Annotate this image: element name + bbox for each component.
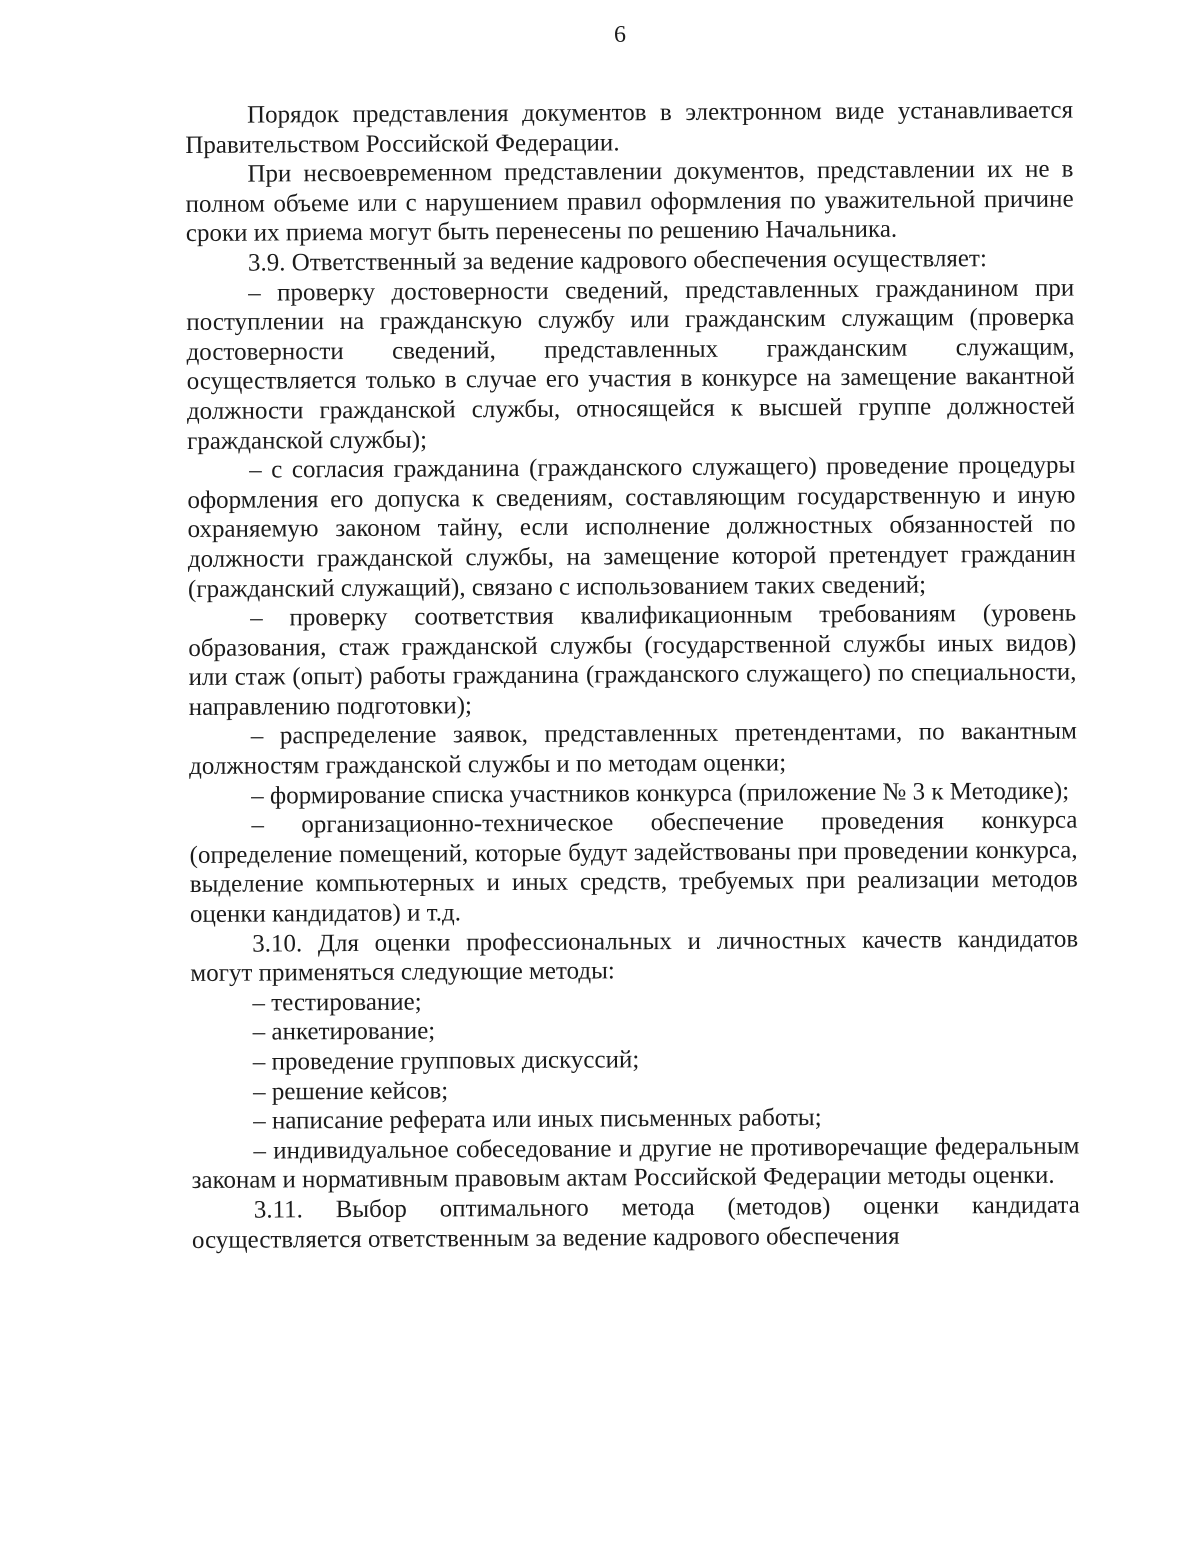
list-item-group-discussions: – проведение групповых дискуссий; — [252, 1046, 640, 1076]
list-item-clearance: – с согласия гражданина (гражданского служащего) проведение процедуры оформления его допуска к сведениям, составляющим государственную и иную охраняемую законом тайну, если исполнение должностных обязанностей по должности гражданской службы, на замещение которой претендует гражданин (гражданский служащий), связано с использованием таких сведений; — [187, 451, 1076, 603]
list-item-qualification-check: – проверку соответствия квалификационным требованиям (уровень образования, стаж гражданской службы (государственной службы иных видов) или стаж (опыт) работы гражданина (гражданского служащего) по специальности, направлению подготовки); — [188, 599, 1077, 721]
list-item-case-solving: – решение кейсов; — [252, 1077, 449, 1106]
paragraph-electronic-documents: Порядок представления документов в электронном виде устанавливается Правительством Российской Федерации. — [185, 96, 1074, 159]
list-item-questionnaire: – анкетирование; — [252, 1017, 436, 1047]
list-item-technical-support: – организационно-техническое обеспечение проведения конкурса (определение помещений, которые будут задействованы при проведении конкурса, выделение компьютерных и иных средств, требуемых при реализации методов оценки кандидатов) и т.д. — [189, 806, 1078, 929]
list-item-interview: – индивидуальное собеседование и другие не противоречащие федеральным законам и нормативным правовым актам Российской Федерации методы оценки. — [191, 1132, 1080, 1195]
list-item-verification: – проверку достоверности сведений, представленных гражданином при поступлении на гражданскую службу или гражданским служащим (проверка достоверности сведений, представленных гражданским служащим, осуществляется только в случае его участия в конкурсе на замещение вакантной должности гражданской службы, относящейся к высшей группе должностей гражданской службы); — [186, 274, 1075, 455]
page-number: 6 — [614, 22, 626, 48]
list-item-essay-writing: – написание реферата или иных письменных работы; — [253, 1104, 822, 1135]
list-item-application-distribution: – распределение заявок, представленных претендентами, по вакантным должностям гражданской службы и по методам оценки; — [188, 718, 1077, 781]
list-item-participant-list: – формирование списка участников конкурса (приложение № 3 к Методике); — [251, 777, 1070, 810]
paragraph-section-3-9: 3.9. Ответственный за ведение кадрового обеспечения осуществляет: — [247, 245, 987, 277]
paragraph-section-3-11: 3.11. Выбор оптимального метода (методов) оценки кандидата осуществляется ответственным за ведение кадрового обеспечения — [191, 1191, 1080, 1254]
document-body — [185, 96, 1080, 1256]
list-item-testing: – тестирование; — [252, 988, 422, 1017]
paragraph-late-submission: При несвоевременном представлении документов, представлении их не в полном объеме или с нарушением правил оформления по уважительной причине сроки их приема могут быть перенесены по решению Начальника. — [185, 155, 1074, 248]
paragraph-section-3-10: 3.10. Для оценки профессиональных и личностных качеств кандидатов могут применяться следующие методы: — [190, 925, 1079, 988]
